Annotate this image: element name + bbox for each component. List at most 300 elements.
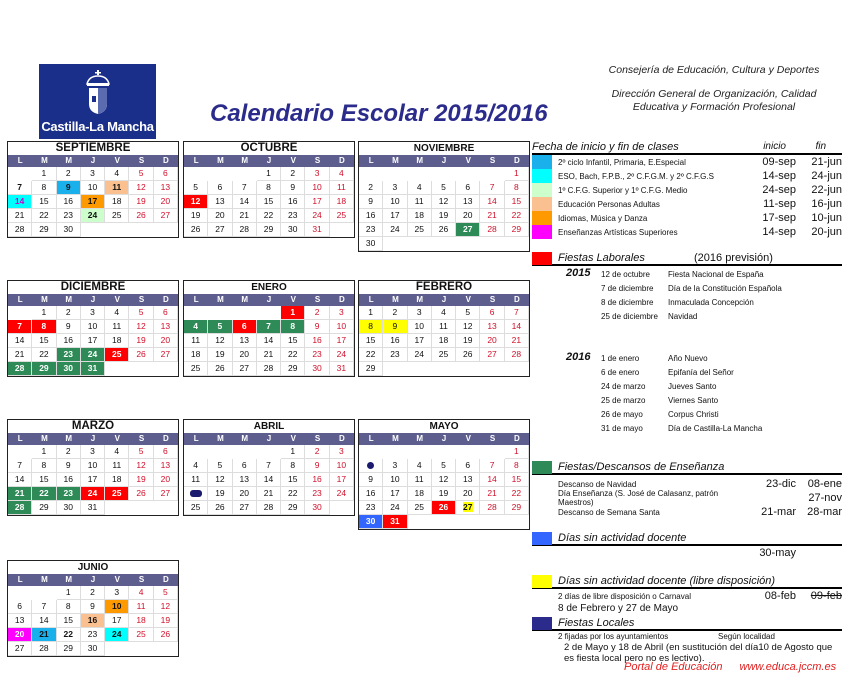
weekday-label: D [338, 156, 345, 165]
day-cell: 4 [105, 167, 129, 181]
day-cell: 17 [305, 195, 329, 209]
weekday-label: M [65, 295, 73, 304]
day-grid [8, 586, 178, 656]
day-cell: 12 [432, 195, 456, 209]
holiday-name: Inmaculada Concepción [668, 298, 754, 307]
weekday-label: M [41, 295, 48, 304]
legend-row-inicio: 24-sep [762, 184, 796, 196]
day-cell: 1 [32, 445, 56, 459]
day-cell: 10 [330, 320, 354, 334]
legend-laborales-header [532, 252, 842, 266]
day-grid [359, 306, 529, 376]
day-cell: 25 [184, 501, 208, 515]
legend-ensenanza [532, 461, 842, 519]
weekday-label: J [90, 575, 96, 584]
day-cell: 16 [359, 209, 383, 223]
weekday-label: J [90, 156, 96, 165]
legend-ensenanza-header [532, 461, 842, 475]
legend-row [532, 155, 842, 169]
day-cell: 5 [129, 445, 153, 459]
day-cell: 11 [105, 459, 129, 473]
day-cell: 26 [129, 209, 153, 223]
holiday-date: 24 de marzo [601, 382, 646, 391]
day-cell: 1 [281, 445, 305, 459]
weekday-label: M [217, 156, 224, 165]
day-cell: 5 [129, 167, 153, 181]
weekday-label: D [162, 295, 169, 304]
month-enero [183, 280, 355, 377]
day-cell: 3 [105, 586, 129, 600]
day-cell: 17 [330, 334, 354, 348]
legend-row-fin: 21-jun [811, 156, 842, 168]
holiday-name: Día de Castilla-La Mancha [668, 424, 763, 433]
day-cell: 29 [32, 223, 56, 237]
day-cell: 19 [432, 209, 456, 223]
libre-label: 2 días de libre disposición o Carnaval [558, 591, 691, 601]
day-cell: 4 [184, 459, 208, 473]
day-cell: 20 [233, 487, 257, 501]
legend-row-label: ESO, Bach, F.P.B., 2º C.F.G.M. y 2º C.F.G.S [558, 171, 714, 181]
day-cell: 7 [8, 459, 32, 473]
day-cell: 21 [8, 348, 32, 362]
inicio-label: inicio [763, 141, 786, 152]
legend-ensenanza-title: Fiestas/Descansos de Enseñanza [558, 461, 725, 473]
day-cell: 2 [359, 181, 383, 195]
month-name: MAYO [359, 420, 529, 433]
weekday-header [359, 155, 529, 167]
day-cell: 28 [480, 501, 504, 515]
day-cell: 5 [456, 306, 480, 320]
weekday-label: J [90, 434, 96, 443]
day-cell: 6 [154, 167, 178, 181]
fin-label: fin [815, 141, 826, 152]
day-cell: 14 [257, 473, 281, 487]
day-cell: 1 [359, 306, 383, 320]
legend-row-inicio: 17-sep [762, 212, 796, 224]
weekday-label: D [338, 434, 345, 443]
day-cell: 9 [359, 473, 383, 487]
day-cell: 30 [57, 362, 81, 376]
legend-sin-actividad-header [532, 532, 842, 546]
ensenanza-fin: 27-nov [808, 492, 842, 504]
day-cell: 18 [105, 334, 129, 348]
day-grid [8, 445, 178, 515]
day-cell: 29 [281, 362, 305, 376]
holiday-name: Navidad [668, 312, 698, 321]
empty-cell [8, 306, 32, 320]
day-cell: 22 [257, 209, 281, 223]
day-cell: 26 [208, 501, 232, 515]
green-swatch [532, 461, 552, 474]
legend-laborales [532, 252, 842, 266]
weekday-label: M [41, 156, 48, 165]
locales-value: Según localidad [718, 632, 775, 641]
day-cell: 23 [305, 487, 329, 501]
day-cell: 13 [480, 320, 504, 334]
day-cell: 9 [57, 459, 81, 473]
day-cell: 20 [154, 473, 178, 487]
day-cell: 28 [233, 223, 257, 237]
weekday-header [8, 155, 178, 167]
day-cell: 13 [154, 181, 178, 195]
day-cell: 25 [129, 628, 153, 642]
day-cell: 13 [233, 473, 257, 487]
day-cell: 9 [305, 459, 329, 473]
day-cell: 28 [257, 501, 281, 515]
empty-cell [208, 445, 232, 459]
legend-row-label: Educación Personas Adultas [558, 199, 660, 209]
day-grid [359, 445, 529, 529]
weekday-label: V [114, 434, 120, 443]
ensenanza-fin: 28-mar [807, 506, 842, 518]
day-cell: 26 [456, 348, 480, 362]
day-cell: 2 [281, 167, 305, 181]
locales-label: 2 fijadas por los ayuntamientos [558, 632, 669, 641]
day-cell: 7 [8, 181, 32, 195]
weekday-label: D [338, 295, 345, 304]
day-cell: 6 [154, 445, 178, 459]
day-cell: 13 [154, 320, 178, 334]
legend-row-label: Enseñanzas Artísticas Superiores [558, 227, 678, 237]
month-name: MARZO [8, 420, 178, 433]
weekday-label: M [416, 434, 424, 443]
day-cell: 15 [32, 334, 56, 348]
day-cell: 3 [81, 167, 105, 181]
ensenanza-row [532, 491, 842, 505]
day-cell: 29 [32, 362, 56, 376]
ensenanza-label: Día Enseñanza (S. José de Calasanz, patrón Maestros) [558, 489, 719, 507]
month-name: ABRIL [184, 420, 354, 433]
day-cell: 26 [129, 487, 153, 501]
year-2016: 2016 [566, 351, 591, 363]
day-cell: 2 [305, 445, 329, 459]
empty-cell [208, 167, 232, 181]
weekday-label: L [368, 434, 374, 443]
month-septiembre [7, 141, 179, 238]
weekday-label: V [290, 434, 296, 443]
day-cell: 9 [57, 320, 81, 334]
color-swatch [532, 169, 552, 183]
day-cell: 16 [305, 334, 329, 348]
weekday-label: V [290, 156, 296, 165]
libre-row [532, 589, 842, 603]
weekday-label: M [392, 295, 399, 304]
day-cell: 12 [456, 320, 480, 334]
day-cell: 20 [456, 209, 480, 223]
empty-cell [432, 445, 456, 459]
ensenanza-inicio: 21-mar [761, 506, 796, 518]
day-cell: 10 [81, 181, 105, 195]
weekday-label: M [65, 156, 73, 165]
weekday-header [8, 433, 178, 445]
weekday-label: M [65, 575, 73, 584]
color-swatch [532, 197, 552, 211]
day-cell: 12 [154, 600, 178, 614]
portal-link[interactable]: www.educa.jccm.es [739, 661, 837, 673]
day-cell: 20 [456, 487, 480, 501]
day-cell: 17 [81, 195, 105, 209]
day-cell: 10 [383, 195, 407, 209]
day-cell: 22 [281, 487, 305, 501]
day-cell: 26 [208, 362, 232, 376]
day-cell: 29 [505, 223, 529, 237]
weekday-label: J [441, 434, 447, 443]
day-cell: 15 [32, 195, 56, 209]
empty-cell [8, 586, 32, 600]
day-cell: 30 [305, 501, 329, 515]
holiday-date: 1 de enero [601, 354, 640, 363]
day-cell: 19 [184, 209, 208, 223]
legend-sin-actividad-title: Días sin actividad docente [558, 532, 687, 544]
day-cell: 14 [480, 473, 504, 487]
day-cell: 1 [281, 306, 305, 320]
day-cell: 14 [32, 614, 56, 628]
day-cell: 24 [81, 209, 105, 223]
day-cell: 2 [57, 306, 81, 320]
sin-actividad-row [532, 546, 842, 560]
ensenanza-inicio: 23-dic [766, 478, 796, 490]
day-cell: 14 [233, 195, 257, 209]
day-cell: 24 [81, 487, 105, 501]
holiday-date: 6 de enero [601, 368, 640, 377]
day-cell: 23 [359, 501, 383, 515]
day-cell: 6 [8, 600, 32, 614]
day-cell: 21 [257, 348, 281, 362]
month-name: SEPTIEMBRE [8, 142, 178, 155]
day-cell: 4 [129, 586, 153, 600]
weekday-label: J [441, 156, 447, 165]
locales-row [532, 631, 842, 642]
day-cell: 19 [129, 334, 153, 348]
day-cell: 2 [305, 306, 329, 320]
weekday-label: L [368, 156, 374, 165]
organization-name: Consejería de Educación, Cultura y Deportes [608, 64, 820, 76]
empty-cell [432, 167, 456, 181]
blue-swatch [532, 532, 552, 545]
month-abril [183, 419, 355, 516]
month-name: NOVIEMBRE [359, 142, 529, 155]
empty-cell [184, 306, 208, 320]
day-cell: 7 [480, 459, 504, 473]
weekday-label: V [114, 295, 120, 304]
weekday-header [359, 433, 529, 445]
day-cell: 3 [383, 459, 407, 473]
weekday-label: M [65, 434, 73, 443]
holiday-name: Año Nuevo [668, 354, 708, 363]
day-cell: 31 [383, 515, 407, 529]
legend-row-fin: 22-jun [811, 184, 842, 196]
legend-libre [532, 575, 842, 615]
page-title: Calendario Escolar 2015/2016 [210, 100, 548, 127]
day-cell: 4 [432, 306, 456, 320]
empty-cell [257, 445, 281, 459]
empty-cell [233, 306, 257, 320]
month-name: ENERO [184, 281, 354, 294]
day-cell: 23 [383, 348, 407, 362]
day-cell: 5 [208, 320, 232, 334]
day-cell: 26 [129, 348, 153, 362]
legend-row-label: 2º ciclo Infantil, Primaria, E.Especial [558, 157, 686, 167]
day-cell: 14 [480, 195, 504, 209]
day-cell: 15 [281, 334, 305, 348]
day-cell: 16 [281, 195, 305, 209]
day-cell: 8 [32, 459, 56, 473]
day-cell: 22 [505, 209, 529, 223]
day-cell: 19 [154, 614, 178, 628]
holiday-date: 8 de diciembre [601, 298, 654, 307]
day-cell: 7 [233, 181, 257, 195]
weekday-label: M [241, 434, 249, 443]
day-cell: 19 [208, 487, 232, 501]
day-cell: 8 [32, 320, 56, 334]
holiday-name: Fiesta Nacional de España [668, 270, 764, 279]
weekday-label: J [266, 295, 272, 304]
weekday-label: L [17, 434, 23, 443]
day-cell: 16 [57, 195, 81, 209]
day-cell: 16 [383, 334, 407, 348]
weekday-label: D [513, 434, 520, 443]
legend-row [532, 169, 842, 183]
weekday-label: M [392, 434, 399, 443]
weekday-label: S [489, 295, 496, 304]
day-cell: 6 [456, 181, 480, 195]
day-cell: 20 [233, 348, 257, 362]
day-cell: 27 [154, 487, 178, 501]
weekday-label: S [314, 295, 321, 304]
legend-row-inicio: 14-sep [762, 170, 796, 182]
day-cell: 29 [505, 501, 529, 515]
day-cell: 1 [257, 167, 281, 181]
month-noviembre [358, 141, 530, 252]
empty-cell [208, 306, 232, 320]
day-cell: 11 [330, 181, 354, 195]
legend-clases-header [532, 141, 842, 155]
legend-row [532, 197, 842, 211]
day-cell: 29 [359, 362, 383, 376]
weekday-label: V [465, 434, 471, 443]
day-cell: 21 [8, 487, 32, 501]
castilla-la-mancha-logo [39, 64, 156, 139]
day-cell: 18 [408, 487, 432, 501]
day-cell: 13 [233, 334, 257, 348]
weekday-label: V [114, 575, 120, 584]
day-cell: 22 [505, 487, 529, 501]
month-junio [7, 560, 179, 657]
day-cell: 14 [8, 195, 32, 209]
empty-cell [408, 445, 432, 459]
day-cell: 24 [383, 223, 407, 237]
day-cell: 31 [81, 362, 105, 376]
weekday-label: M [241, 156, 249, 165]
day-cell: 11 [105, 181, 129, 195]
weekday-label: S [489, 434, 496, 443]
libre-date-2: 09-feb [810, 590, 842, 602]
day-cell: 28 [8, 501, 32, 515]
legend-clases-title: Fecha de inicio y fin de clases [532, 141, 679, 153]
footer [624, 661, 836, 673]
weekday-label: L [17, 575, 23, 584]
weekday-label: S [138, 434, 145, 443]
day-cell: 17 [383, 487, 407, 501]
legend-clases-rows [532, 155, 842, 239]
day-cell: 22 [57, 628, 81, 642]
weekday-label: V [114, 156, 120, 165]
locales-note-2: es fiesta local pero no es lectivo). [564, 653, 705, 664]
month-marzo [7, 419, 179, 516]
day-cell: 13 [154, 459, 178, 473]
weekday-label: L [17, 295, 23, 304]
day-cell: 11 [105, 320, 129, 334]
day-cell: 15 [505, 473, 529, 487]
day-cell: 29 [281, 501, 305, 515]
day-cell: 22 [32, 348, 56, 362]
navy-swatch [532, 617, 552, 630]
legend-clases [532, 141, 842, 239]
day-cell: 11 [408, 195, 432, 209]
day-cell: 25 [432, 348, 456, 362]
day-cell: 16 [81, 614, 105, 628]
weekday-label: D [513, 156, 520, 165]
legend-row-inicio: 14-sep [762, 226, 796, 238]
day-cell: 18 [408, 209, 432, 223]
month-mayo [358, 419, 530, 530]
holiday-date: 31 de mayo [601, 424, 643, 433]
day-cell: 18 [184, 348, 208, 362]
red-swatch [532, 252, 552, 265]
day-cell: 23 [305, 348, 329, 362]
weekday-label: M [41, 434, 48, 443]
weekday-label: J [266, 434, 272, 443]
day-cell: 8 [281, 459, 305, 473]
day-cell: 25 [105, 209, 129, 223]
weekday-label: M [217, 434, 224, 443]
day-cell: 14 [8, 334, 32, 348]
day-cell: 4 [408, 459, 432, 473]
day-cell: 31 [81, 501, 105, 515]
weekday-label: S [314, 434, 321, 443]
day-cell: 22 [281, 348, 305, 362]
day-cell: 30 [81, 642, 105, 656]
legend-row [532, 225, 842, 239]
day-cell: 5 [129, 306, 153, 320]
day-cell: 28 [480, 223, 504, 237]
day-cell: 18 [330, 195, 354, 209]
day-cell: 3 [81, 445, 105, 459]
holiday-name: Jueves Santo [668, 382, 717, 391]
day-cell: 19 [432, 487, 456, 501]
weekday-label: D [513, 295, 520, 304]
day-cell: 5 [432, 181, 456, 195]
day-cell: 30 [359, 237, 383, 251]
day-cell: 7 [8, 320, 32, 334]
day-cell: 12 [208, 473, 232, 487]
month-febrero [358, 280, 530, 377]
libre-date-1: 08-feb [764, 590, 796, 602]
day-cell: 25 [105, 487, 129, 501]
color-swatch [532, 225, 552, 239]
day-cell: 12 [129, 181, 153, 195]
day-cell: 8 [57, 600, 81, 614]
month-octubre [183, 141, 355, 238]
day-cell: 30 [359, 515, 383, 529]
day-cell: 6 [456, 459, 480, 473]
day-cell: 13 [456, 473, 480, 487]
weekday-label: M [416, 156, 424, 165]
legend-row-fin: 16-jun [811, 198, 842, 210]
day-cell: 27 [208, 223, 232, 237]
day-cell: 6 [480, 306, 504, 320]
day-cell: 2 [383, 306, 407, 320]
